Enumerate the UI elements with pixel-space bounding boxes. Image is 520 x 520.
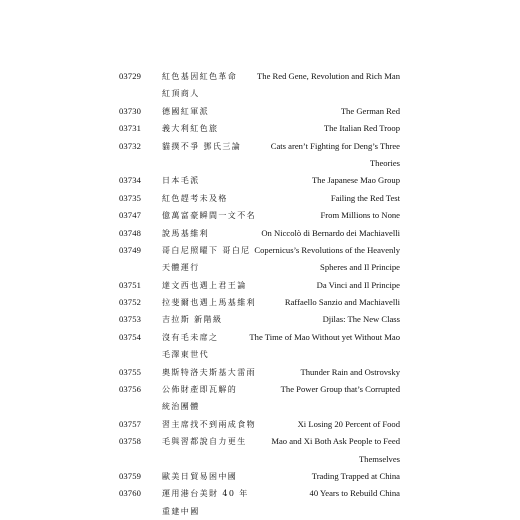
entry-number: 03756 xyxy=(119,384,141,395)
entry-number: 03757 xyxy=(119,418,141,429)
entry-chinese-title: 德國紅軍派 xyxy=(162,106,209,116)
entry-english-title: The Time of Mao Without yet Without Mao xyxy=(249,331,400,342)
entry-english-title: Da Vinci and Il Principe xyxy=(316,279,400,290)
index-entry-row xyxy=(119,207,400,224)
index-entry-row xyxy=(119,190,400,207)
entry-number: 03754 xyxy=(119,331,141,342)
index-entry-row xyxy=(119,451,400,468)
entry-english-title: Themselves xyxy=(358,453,400,464)
entry-chinese-title: 哥白尼照曜下 哥白尼 xyxy=(162,245,251,255)
entry-number: 03735 xyxy=(119,192,141,203)
entry-chinese-title: 重建中國 xyxy=(162,506,200,516)
index-entry-row xyxy=(119,433,400,450)
entry-number: 03731 xyxy=(119,123,141,134)
entry-english-title: The Red Gene, Revolution and Rich Man xyxy=(257,71,400,81)
entry-english-title: Mao and Xi Both Ask People to Feed xyxy=(271,436,400,447)
entry-chinese-title: 天體運行 xyxy=(162,263,200,273)
index-entry-row xyxy=(119,138,400,155)
index-entry-row xyxy=(119,311,400,328)
entry-chinese-title: 奧斯特洛夫斯基大雷雨 xyxy=(162,367,256,377)
entry-english-title: On Niccolò di Bernardo dei Machiavelli xyxy=(261,227,400,238)
entry-chinese-title: 義大利紅色旅 xyxy=(162,124,219,134)
entry-chinese-title: 拉斐爾也遇上馬基維利 xyxy=(162,298,256,308)
entry-number: 03755 xyxy=(119,366,141,377)
entry-english-title: The Japanese Mao Group xyxy=(311,175,400,186)
index-entry-row xyxy=(119,103,400,120)
entry-chinese-title: 億萬富豪瞬間一文不名 xyxy=(162,211,256,221)
entry-english-title: Thunder Rain and Ostrovsky xyxy=(300,366,400,377)
entry-english-title: Theories xyxy=(369,157,400,168)
entry-chinese-title: 吉拉斯 新階級 xyxy=(162,315,223,325)
entry-number: 03759 xyxy=(119,470,141,481)
entry-english-title: Trading Trapped at China xyxy=(311,470,400,481)
entry-english-title: 40 Years to Rebuild China xyxy=(309,488,400,499)
index-entry-row xyxy=(119,416,400,433)
index-entry-row xyxy=(119,485,400,502)
entry-chinese-title: 沒有毛未席之 xyxy=(162,332,219,342)
index-entry-row xyxy=(119,346,400,363)
entry-english-title: Xi Losing 20 Percent of Food xyxy=(297,418,400,429)
index-entry-row xyxy=(119,468,400,485)
entry-number: 03760 xyxy=(119,488,141,499)
entry-chinese-title: 達文西也遇上君王論 xyxy=(162,280,247,290)
index-entry-row xyxy=(119,172,400,189)
index-entry-row xyxy=(119,85,400,102)
index-entry-row xyxy=(119,242,400,259)
entry-chinese-title: 貓撲不爭 鄧氏三論 xyxy=(162,141,242,151)
index-entry-row xyxy=(119,120,400,137)
entry-chinese-title: 日本毛派 xyxy=(162,176,200,186)
entry-english-title: The Power Group that’s Corrupted xyxy=(280,384,400,395)
entry-chinese-title: 毛澤東世代 xyxy=(162,350,209,360)
entry-english-title: Spheres and Il Principe xyxy=(320,262,400,273)
index-list xyxy=(119,68,400,520)
entry-chinese-title: 習主席找不到兩成食物 xyxy=(162,419,256,429)
index-entry-row xyxy=(119,68,400,85)
entry-chinese-title: 紅色趕考未及格 xyxy=(162,193,228,203)
entry-number: 03751 xyxy=(119,279,141,290)
entry-english-title: From Millions to None xyxy=(320,210,400,221)
index-entry-row xyxy=(119,259,400,276)
entry-number: 03729 xyxy=(119,71,141,81)
entry-number: 03752 xyxy=(119,297,141,308)
entry-chinese-title: 統治團體 xyxy=(162,402,200,412)
entry-chinese-title: 說馬基維利 xyxy=(162,228,209,238)
entry-english-title: Failing the Red Test xyxy=(330,192,400,203)
entry-number: 03747 xyxy=(119,210,141,221)
index-entry-row xyxy=(119,503,400,520)
entry-number: 03732 xyxy=(119,140,141,151)
entry-english-title: Djilas: The New Class xyxy=(322,314,400,325)
index-entry-row xyxy=(119,277,400,294)
index-entry-row xyxy=(119,329,400,346)
index-entry-row xyxy=(119,364,400,381)
entry-number: 03749 xyxy=(119,244,141,255)
entry-english-title: The German Red xyxy=(340,105,400,116)
index-entry-row xyxy=(119,294,400,311)
index-entry-row xyxy=(119,398,400,415)
index-entry-row xyxy=(119,225,400,242)
entry-number: 03753 xyxy=(119,314,141,325)
entry-chinese-title: 公佈財產即瓦解的 xyxy=(162,385,238,395)
entry-english-title: Copernicus’s Revolutions of the Heavenly xyxy=(254,244,400,255)
entry-chinese-title: 歐美日貿易困中國 xyxy=(162,471,238,481)
entry-chinese-title: 毛與習都說自力更生 xyxy=(162,437,247,447)
index-entry-row xyxy=(119,381,400,398)
entry-english-title: Cats aren’t Fighting for Deng’s Three xyxy=(270,140,400,151)
entry-english-title: Raffaello Sanzio and Machiavelli xyxy=(284,297,400,308)
entry-chinese-title: 紅頂商人 xyxy=(162,89,200,99)
entry-number: 03730 xyxy=(119,105,141,116)
entry-number: 03748 xyxy=(119,227,141,238)
entry-number: 03758 xyxy=(119,436,141,447)
entry-chinese-title: 運用港台美財 40 年 xyxy=(162,489,249,499)
entry-number: 03734 xyxy=(119,175,141,186)
entry-english-title: The Italian Red Troop xyxy=(323,123,400,134)
index-entry-row xyxy=(119,155,400,172)
entry-chinese-title: 紅色基因紅色革命 xyxy=(162,72,238,81)
